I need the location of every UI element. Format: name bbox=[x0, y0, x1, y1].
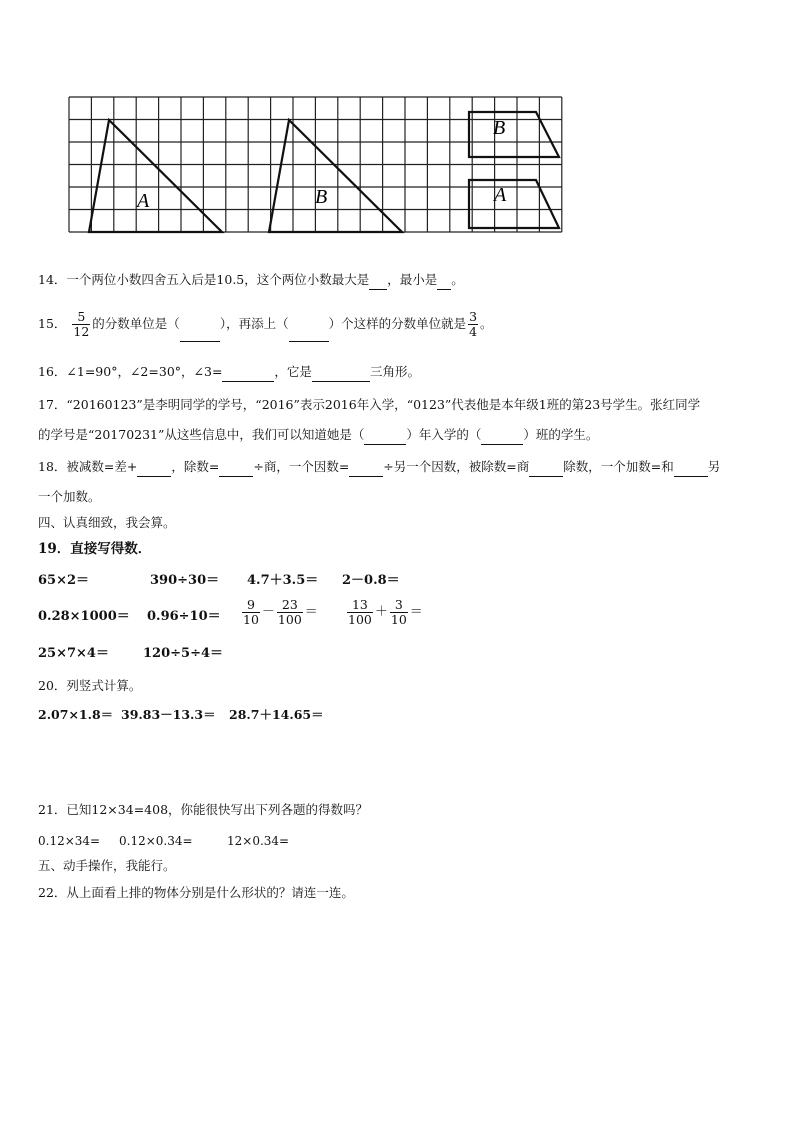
label-b-middle: B bbox=[315, 186, 328, 208]
answer-blank[interactable] bbox=[529, 458, 563, 477]
question-15: 15． $\frac{5}{12}$ 的分数单位是（ ），再添上（ ）个这样的分数单位就是 $\frac{3}{4}$ 。 bbox=[38, 307, 493, 342]
answer-blank[interactable] bbox=[289, 307, 329, 342]
question-18-line-2: 一个加数。 bbox=[38, 489, 101, 504]
section-5-heading: 五、动手操作，我能行。 bbox=[38, 858, 176, 873]
answer-blank[interactable] bbox=[369, 271, 387, 290]
label-a-left: A bbox=[137, 190, 150, 212]
question-17-line-1: 17．“20160123”是李明同学的学号，“2016”表示2016年入学，“0123”代表他是本年级1班的第23号学生。张红同学 bbox=[38, 397, 701, 412]
calc-item: 120÷5÷4＝ bbox=[143, 646, 224, 661]
question-16: 16．∠1=90°，∠2=30°，∠3= ，它是 三角形。 bbox=[38, 363, 420, 382]
calc-item: 2.07×1.8＝ bbox=[38, 707, 114, 722]
calc-item: 0.12×34= bbox=[38, 834, 101, 848]
answer-blank[interactable] bbox=[349, 458, 383, 477]
fraction-expression-2: $\frac{13}{100}$ ＋ $\frac{3}{10}$ ＝ bbox=[348, 597, 423, 627]
calc-item: 39.83－13.3＝ bbox=[121, 707, 216, 722]
calc-item: 0.28×1000＝ bbox=[38, 609, 130, 624]
answer-blank[interactable] bbox=[674, 458, 708, 477]
answer-blank[interactable] bbox=[481, 426, 523, 445]
triangle-a bbox=[89, 120, 222, 232]
answer-blank[interactable] bbox=[222, 363, 274, 382]
question-20-title: 20．列竖式计算。 bbox=[38, 678, 142, 693]
answer-blank[interactable] bbox=[180, 307, 220, 342]
answer-blank[interactable] bbox=[312, 363, 370, 382]
answer-blank[interactable] bbox=[219, 458, 253, 477]
calc-item: 25×7×4＝ bbox=[38, 646, 109, 661]
calc-item: 12×0.34= bbox=[227, 834, 290, 848]
fraction-3-4: $\frac{3}{4}$ bbox=[469, 309, 478, 339]
calc-item: 0.12×0.34= bbox=[119, 834, 193, 848]
fraction-expression-1: $\frac{9}{10}$ － $\frac{23}{100}$ ＝ bbox=[243, 597, 318, 627]
question-14: 14．一个两位小数四舍五入后是10.5，这个两位小数最大是 ，最小是 。 bbox=[38, 271, 464, 290]
question-19-title: 19．直接写得数． bbox=[38, 541, 152, 557]
answer-blank[interactable] bbox=[137, 458, 171, 477]
calc-item: 390÷30＝ bbox=[150, 573, 220, 588]
label-a-right: A bbox=[494, 184, 507, 206]
question-22-title: 22．从上面看上排的物体分别是什么形状的？请连一连。 bbox=[38, 885, 354, 900]
shape-b-right bbox=[469, 112, 559, 157]
answer-blank[interactable] bbox=[364, 426, 406, 445]
calc-item: 2－0.8＝ bbox=[342, 573, 400, 588]
question-18-line-1: 18．被减数=差+ ，除数= ÷商，一个因数= ÷另一个因数，被除数=商 除数，一个加数=和 另 bbox=[38, 458, 720, 477]
answer-blank[interactable] bbox=[437, 271, 451, 290]
section-4-heading: 四、认真细致，我会算。 bbox=[38, 515, 176, 530]
question-21-title: 21．已知12×34=408，你能很快写出下列各题的得数吗？ bbox=[38, 802, 369, 817]
label-b-right: B bbox=[493, 117, 506, 139]
calc-item: 28.7＋14.65＝ bbox=[229, 707, 324, 722]
calc-item: 65×2＝ bbox=[38, 573, 90, 588]
grid-figure bbox=[62, 90, 582, 258]
calc-item: 0.96÷10＝ bbox=[147, 609, 221, 624]
fraction-5-12: $\frac{5}{12}$ bbox=[73, 309, 90, 339]
calc-item: 4.7＋3.5＝ bbox=[247, 573, 319, 588]
question-17-line-2: 的学号是“20170231”从这些信息中，我们可以知道她是（ ）年入学的（ ）班的学生。 bbox=[38, 426, 598, 445]
